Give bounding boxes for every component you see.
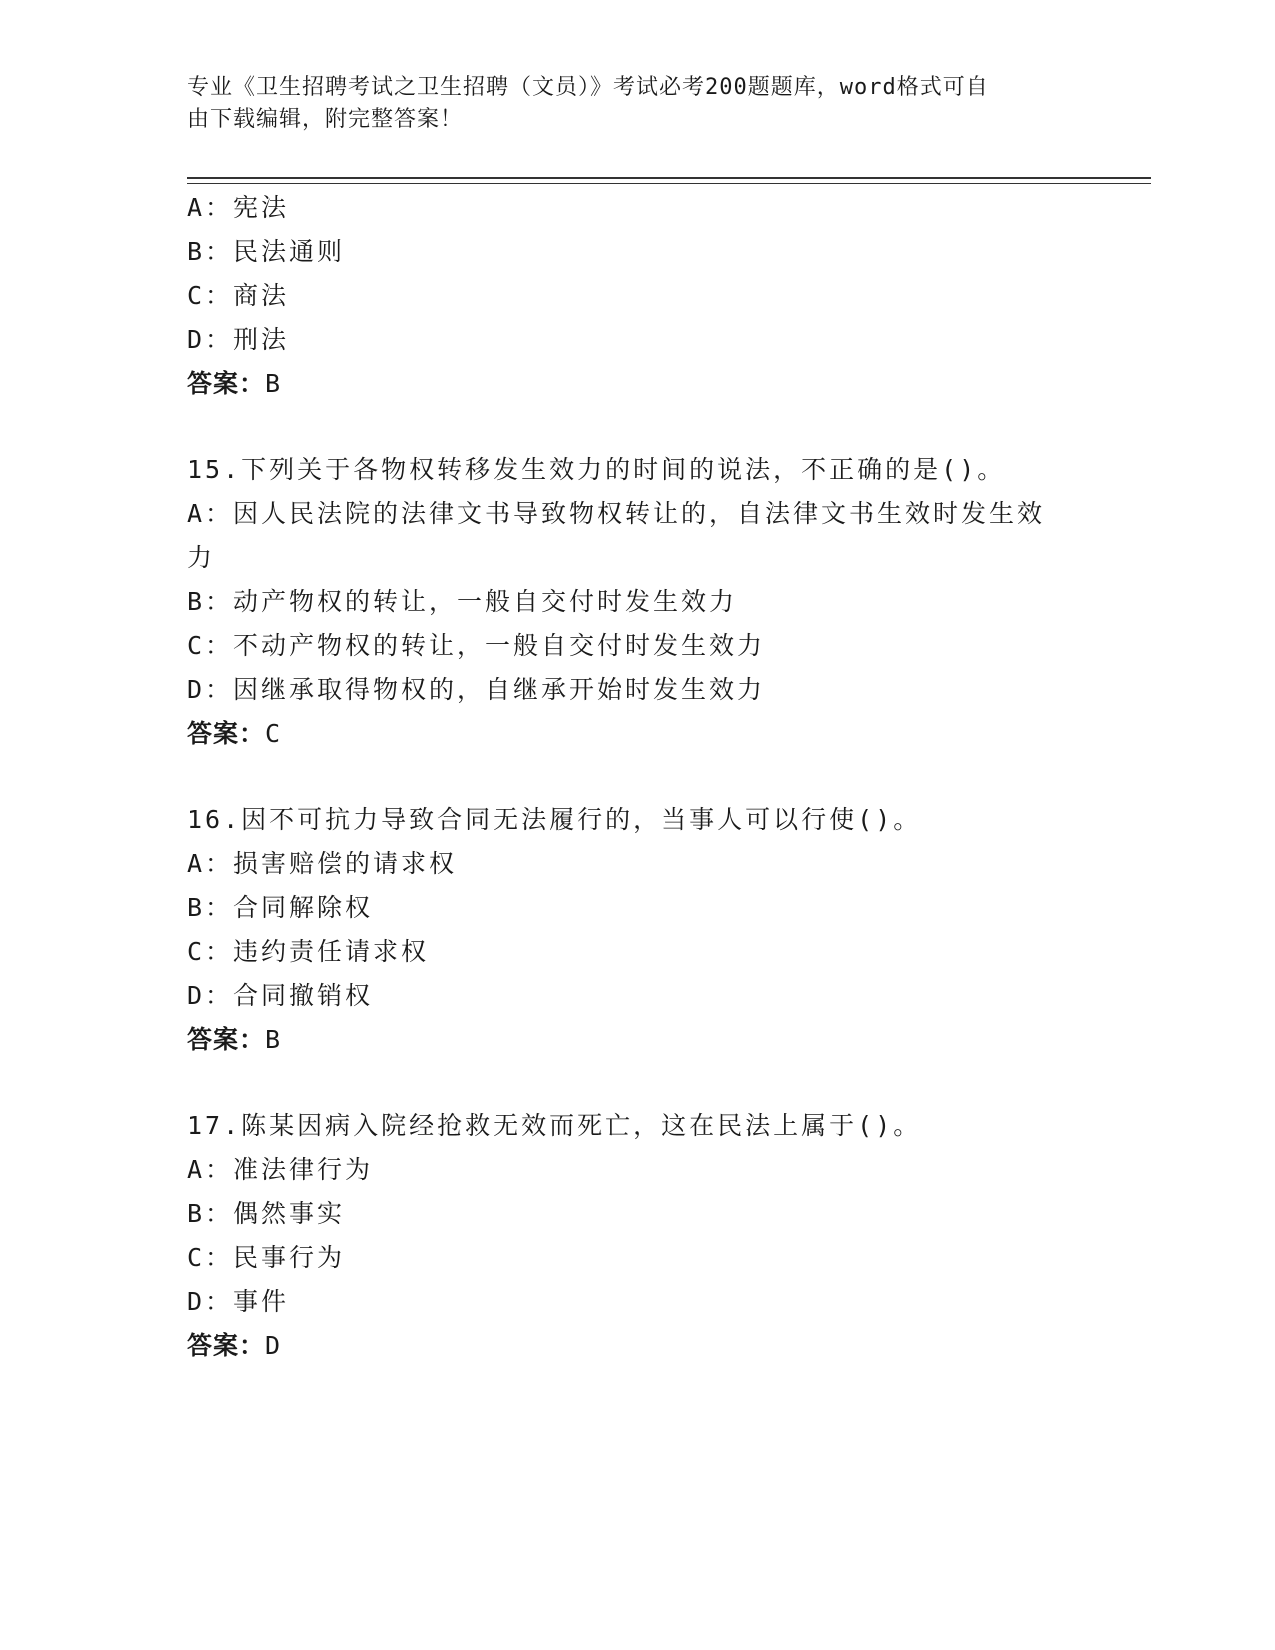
question-15-option-a-cont: 力 bbox=[187, 543, 216, 572]
header-divider-thick bbox=[187, 177, 1151, 179]
question-16-option-d: D：合同撤销权 bbox=[187, 981, 374, 1010]
question-16-option-b: B：合同解除权 bbox=[187, 893, 374, 922]
answer-label: 答案： bbox=[187, 719, 266, 748]
answer-value: C bbox=[265, 719, 282, 748]
question-15-option-a: A：因人民法院的法律文书导致物权转让的，自法律文书生效时发生效 bbox=[187, 499, 1046, 528]
question-17-stem: 17.陈某因病入院经抢救无效而死亡，这在民法上属于()。 bbox=[187, 1111, 922, 1140]
answer-value: B bbox=[265, 369, 282, 398]
header-line-1: 专业《卫生招聘考试之卫生招聘（文员）》考试必考200题题库，word格式可自 bbox=[187, 75, 989, 100]
option-d: D：刑法 bbox=[187, 325, 290, 354]
answer-value: B bbox=[265, 1025, 282, 1054]
option-c: C：商法 bbox=[187, 281, 290, 310]
question-16-stem: 16.因不可抗力导致合同无法履行的，当事人可以行使()。 bbox=[187, 805, 922, 834]
option-a: A：宪法 bbox=[187, 193, 290, 222]
question-17-option-c: C：民事行为 bbox=[187, 1243, 346, 1272]
question-16-answer bbox=[187, 1020, 1087, 1056]
answer-line bbox=[187, 364, 1087, 400]
question-17-option-d: D：事件 bbox=[187, 1287, 290, 1316]
question-17-option-b: B：偶然事实 bbox=[187, 1199, 346, 1228]
option-b: B：民法通则 bbox=[187, 237, 346, 266]
question-15-option-c: C：不动产物权的转让，一般自交付时发生效力 bbox=[187, 631, 766, 660]
answer-label: 答案： bbox=[187, 369, 266, 398]
question-15-answer bbox=[187, 714, 1087, 750]
answer-label: 答案： bbox=[187, 1331, 266, 1360]
answer-value: D bbox=[265, 1331, 282, 1360]
header-divider-thin bbox=[187, 183, 1151, 184]
answer-label: 答案： bbox=[187, 1025, 266, 1054]
question-15-option-d: D：因继承取得物权的，自继承开始时发生效力 bbox=[187, 675, 766, 704]
question-16-option-c: C：违约责任请求权 bbox=[187, 937, 430, 966]
question-16-option-a: A：损害赔偿的请求权 bbox=[187, 849, 458, 878]
header-line-2: 由下载编辑，附完整答案！ bbox=[187, 107, 464, 132]
question-17-option-a: A：准法律行为 bbox=[187, 1155, 374, 1184]
question-15-option-b: B：动产物权的转让，一般自交付时发生效力 bbox=[187, 587, 738, 616]
question-17-answer bbox=[187, 1326, 1087, 1362]
document-header bbox=[187, 72, 1067, 136]
question-15-stem: 15.下列关于各物权转移发生效力的时间的说法，不正确的是()。 bbox=[187, 455, 1006, 484]
